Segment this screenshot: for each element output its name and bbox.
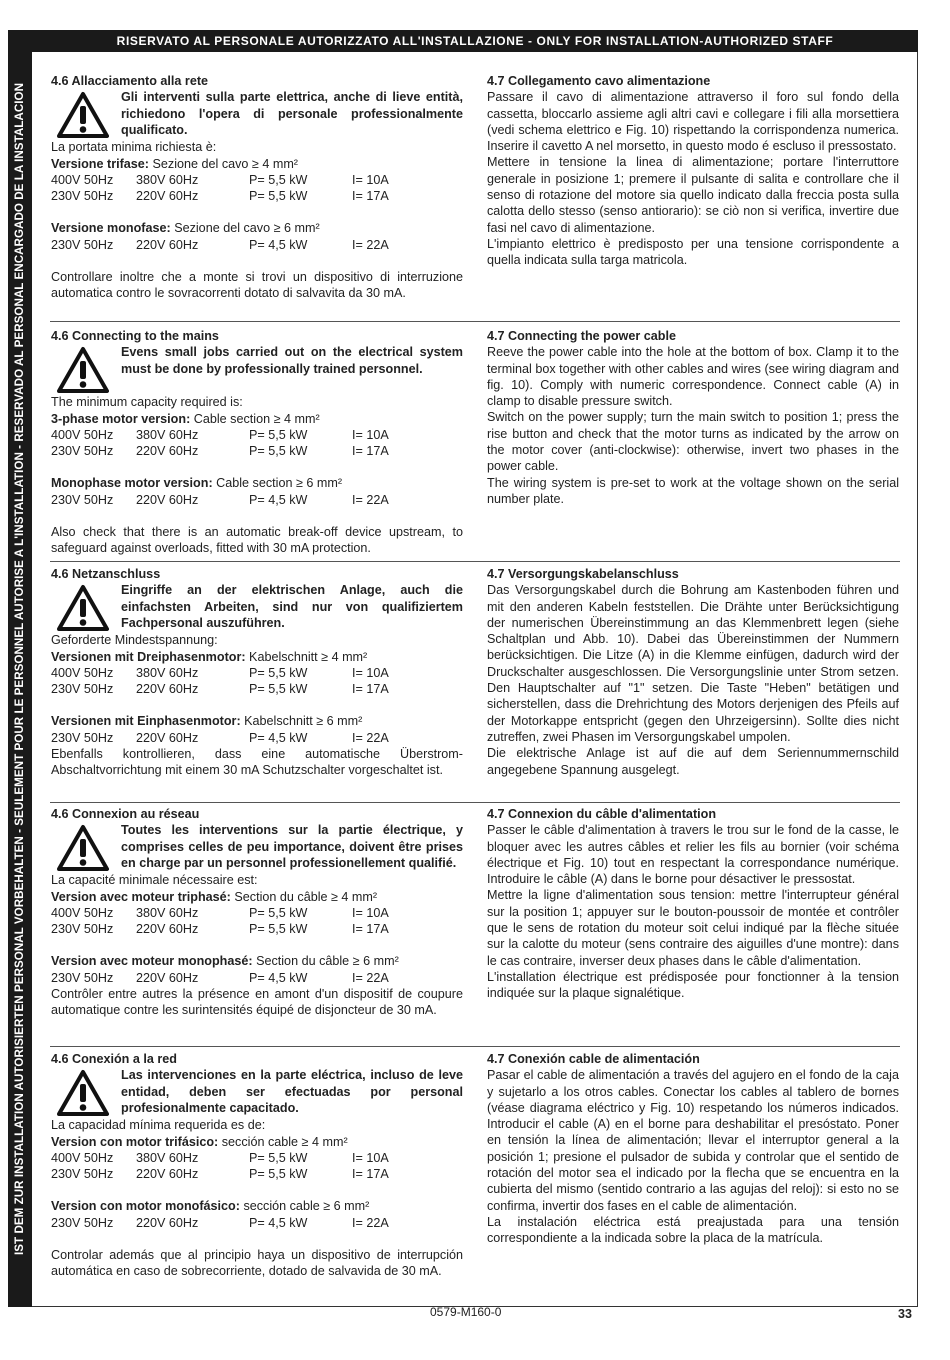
- three-phase-label: Version con motor trifásico:: [51, 1134, 219, 1149]
- spec-cell: 230V 50Hz: [51, 730, 114, 745]
- spec-cell: P= 5,5 kW: [249, 922, 308, 937]
- capacity-text: La capacité minimale nécessaire est:: [51, 873, 258, 888]
- section-it-left: [51, 73, 463, 302]
- paragraph: The wiring system is pre-set to work at the voltage shown on the serial number plate.: [487, 475, 899, 506]
- section-title: 4.7 Connecting the power cable: [487, 329, 676, 343]
- spec-cell: 400V 50Hz: [51, 1150, 114, 1165]
- spec-cell: 220V 60Hz: [136, 492, 199, 507]
- vertical-sidebar: [8, 30, 32, 1307]
- monophase-section: Section du câble ≥ 6 mm²: [256, 954, 399, 969]
- spec-cell: I= 10A: [352, 665, 389, 680]
- three-phase-line: [51, 889, 463, 905]
- three-phase-line: [51, 156, 463, 172]
- three-phase-section: Cable section ≥ 4 mm²: [193, 411, 320, 426]
- spec-row: [51, 1166, 463, 1182]
- paragraph: Reeve the power cable into the hole at the bottom of box. Clamp it to the terminal box together with other cables and wires (see wiring diagram and fig. 10). Comply with numeric correspondence. Connect cable (A) in clamp to disable pressure switch.: [487, 345, 899, 409]
- section-de-right: [487, 566, 899, 778]
- spec-row: [51, 905, 463, 921]
- spec-cell: I= 17A: [352, 444, 389, 459]
- capacity-text: La capacidad mínima requerida es de:: [51, 1118, 266, 1133]
- warning-box: [51, 344, 463, 394]
- three-phase-section: Section du câble ≥ 4 mm²: [234, 889, 378, 904]
- spec-cell: P= 5,5 kW: [249, 1150, 308, 1165]
- three-phase-label: Versione trifase:: [51, 156, 149, 171]
- spec-cell: I= 22A: [352, 492, 389, 507]
- warning-text: Toutes les interventions sur la partie électrique, y comprises celles de peu importance, doivent être prises en charge par un personnel professionellement qualifié.: [121, 823, 463, 870]
- section-divider: [50, 802, 900, 803]
- section-en-right: [487, 328, 899, 507]
- spec-row: [51, 1150, 463, 1166]
- monophase-line: [51, 475, 463, 491]
- spec-row: [51, 681, 463, 697]
- spec-cell: I= 17A: [352, 922, 389, 937]
- section-title: 4.7 Collegamento cavo alimentazione: [487, 74, 711, 88]
- capacity-text: Geforderte Mindestspannung:: [51, 633, 218, 648]
- monophase-line: [51, 1198, 463, 1214]
- spec-cell: 220V 60Hz: [136, 922, 199, 937]
- paragraph: Das Versorgungskabel durch die Bohrung am Kastenboden führen und mit den anderen Kabeln feststellen. Die Drähte unter Berücksichtigung der numerischen Übereinstimmung an das Klemmenbrett legen (siehe Schaltplan und Abb. 10). Dabei das Übereinstimmen der Nummern berücksichtigen. Die Litze (A) in die Klemme einfügen, dadurch wird der Druckschalter ausgeschlossen. Die Versorgungslinie unter Strom setzen. Den Hauptschalter auf "1" setzen. Die Taste "Heben" betätigen und sicherstellen, dass die Drehrichtung des Motors derjenigen des Pfeils auf der Motorkappe entspricht (gegen den Uhrzeigersinn). Sollte dies nicht zutreffen, zwei Phasen im Versorgungskabel umpolen.: [487, 583, 899, 744]
- three-phase-label: 3-phase motor version:: [51, 411, 191, 426]
- spec-row: [51, 492, 463, 508]
- warning-triangle-icon: [57, 824, 109, 872]
- warning-text: Gli interventi sulla parte elettrica, anche di lieve entità, richiedono l'opera di personale professionalmente qualificato.: [121, 90, 463, 137]
- protection-note: Also check that there is an automatic break-off device upstream, to safeguard against overloads, fitted with 30 mA protection.: [51, 525, 463, 556]
- page-number: 33: [898, 1307, 912, 1321]
- spec-cell: 220V 60Hz: [136, 237, 199, 252]
- spec-cell: 380V 60Hz: [136, 905, 199, 920]
- spec-cell: P= 5,5 kW: [249, 682, 308, 697]
- spec-cell: 220V 60Hz: [136, 1215, 199, 1230]
- three-phase-line: [51, 649, 463, 665]
- spec-cell: 380V 60Hz: [136, 427, 199, 442]
- monophase-section: Kabelschnitt ≥ 6 mm²: [244, 714, 363, 729]
- spec-cell: 230V 50Hz: [51, 444, 114, 459]
- warning-triangle-icon: [57, 1069, 109, 1117]
- section-it-right: [487, 73, 899, 269]
- spec-cell: 400V 50Hz: [51, 905, 114, 920]
- spec-cell: I= 17A: [352, 1167, 389, 1182]
- spec-cell: 220V 60Hz: [136, 970, 199, 985]
- spec-cell: I= 22A: [352, 1215, 389, 1230]
- three-phase-section: Kabelschnitt ≥ 4 mm²: [249, 649, 368, 664]
- spec-cell: P= 5,5 kW: [249, 665, 308, 680]
- section-title: 4.6 Allacciamento alla rete: [51, 74, 209, 88]
- spec-cell: 230V 50Hz: [51, 1167, 114, 1182]
- monophase-section: Cable section ≥ 6 mm²: [216, 476, 343, 491]
- spec-cell: 230V 50Hz: [51, 492, 114, 507]
- section-title: 4.7 Versorgungskabelanschluss: [487, 567, 679, 581]
- section-divider: [50, 321, 900, 322]
- paragraph: Mettre la ligne d'alimentation sous tension: mettre l'interrupteur général sur la position 1; appuyer sur le bouton-poussoir de montée et contrôler que le sens de rotation du moteur soit celui indiqué par la flèche située sur la calotte du moteur (sens contraire des aiguilles d'une montre): dans le cas contraire, inverser deux phases dans le câble d'alimentation.: [487, 888, 899, 968]
- spec-cell: P= 5,5 kW: [249, 189, 308, 204]
- section-fr-right: [487, 806, 899, 1002]
- spec-row: [51, 172, 463, 188]
- spec-cell: P= 4,5 kW: [249, 492, 308, 507]
- section-title: 4.6 Connexion au réseau: [51, 807, 200, 821]
- spec-cell: P= 5,5 kW: [249, 427, 308, 442]
- capacity-text: The minimum capacity required is:: [51, 395, 243, 410]
- section-es-left: [51, 1051, 463, 1280]
- warning-text: Evens small jobs carried out on the electrical system must be done by professionally trained personnel.: [121, 345, 463, 376]
- sidebar-text: IST DEM ZUR INSTALLATION AUTORISIERTEN PERSONAL VORBEHALTEN - SEULEMENT POUR LE PERSONNEL AUTORISE A L'INSTALLATION - RESERVADO AL PERSONAL ENCARGADO DE LA INSTALACION: [13, 82, 26, 1255]
- section-title: 4.6 Netzanschluss: [51, 567, 161, 581]
- spec-cell: 220V 60Hz: [136, 682, 199, 697]
- warning-box: [51, 89, 463, 139]
- spec-row: [51, 188, 463, 204]
- spec-cell: I= 22A: [352, 237, 389, 252]
- three-phase-section: Sezione del cavo ≥ 4 mm²: [152, 156, 299, 171]
- monophase-label: Version avec moteur monophasé:: [51, 954, 253, 969]
- spec-cell: P= 5,5 kW: [249, 905, 308, 920]
- paragraph: L'impianto elettrico è predisposto per una tensione corrispondente a quella indicata sulla targa matricola.: [487, 236, 899, 268]
- monophase-label: Monophase motor version:: [51, 476, 213, 491]
- warning-triangle-icon: [57, 346, 109, 394]
- paragraph: Passer le câble d'alimentation à travers le trou sur le fond de la casse, le bloquer avec les autres câbles et relier les fils au bornier (voir schéma électrique et Fig. 10) tout en respectant la correspondance numérique. Introduire le câble (A) dans le borne pour désactiver le pressostat.: [487, 823, 899, 887]
- spec-cell: P= 5,5 kW: [249, 172, 308, 187]
- section-fr-left: [51, 806, 463, 1019]
- spec-cell: 230V 50Hz: [51, 922, 114, 937]
- section-es-right: [487, 1051, 899, 1247]
- protection-note: Controlar además que al principio haya un dispositivo de interrupción automática en caso de sobrecorriente, dotado de salvavida de 30 mA.: [51, 1248, 463, 1279]
- section-title: 4.6 Conexión a la red: [51, 1052, 177, 1066]
- spec-cell: 230V 50Hz: [51, 189, 114, 204]
- spec-cell: I= 22A: [352, 730, 389, 745]
- spec-cell: 380V 60Hz: [136, 665, 199, 680]
- paragraph: Pasar el cable de alimentación a través del agujero en el fondo de la caja y sujetarlo a los otros cables. Conectar los cables al tablero de bornes (véase diagrama eléctrico y Fig. 10) respetando los números indicados. Introducir el cable (A) en el borne para deshabilitar el presóstato. Poner en tensión la línea de alimentación; llevar el interruptor general a la posición 1; presione el pulsador de subida y controlar que el sentido de rotación del motor sea el indicado por la flecha que se encuentra en la cubierta del mismo (sentido contrario a las agujas del reloj): si esto no se confirma, invertir dos fases en el cable de alimentación.: [487, 1068, 899, 1213]
- paragraph: Passare il cavo di alimentazione attraverso il foro sul fondo della cassetta, bloccarlo assieme agli altri cavi e collegare i fili alla morsettiera (vedi schema elettrico e Fig. 10) rispettando la corrispondenza numerica. Inserire il cavetto A nel morsetto, in questo modo é escluso il pressostato.: [487, 90, 899, 154]
- spec-row: [51, 665, 463, 681]
- spec-cell: I= 10A: [352, 427, 389, 442]
- spec-cell: I= 22A: [352, 970, 389, 985]
- monophase-line: [51, 953, 463, 969]
- protection-note: Controllare inoltre che a monte si trovi un dispositivo di interruzione automatica contro le sovracorrenti dotato di salvavita da 30 mA.: [51, 270, 463, 301]
- spec-cell: I= 10A: [352, 172, 389, 187]
- spec-cell: 400V 50Hz: [51, 665, 114, 680]
- section-de-left: [51, 566, 463, 779]
- spec-cell: 230V 50Hz: [51, 1215, 114, 1230]
- section-divider: [50, 561, 900, 562]
- warning-triangle-icon: [57, 584, 109, 632]
- paragraph: L'installation électrique est prédisposée pour fonctionner à la tension indiquée sur la plaque signalétique.: [487, 969, 899, 1001]
- spec-row: [51, 427, 463, 443]
- warning-box: [51, 1067, 463, 1117]
- spec-cell: 380V 60Hz: [136, 172, 199, 187]
- spec-cell: 400V 50Hz: [51, 427, 114, 442]
- paragraph: La instalación eléctrica está preajustada para una tensión correspondiente a la indicada sobre la placa de la matrícula.: [487, 1214, 899, 1246]
- three-phase-label: Version avec moteur triphasé:: [51, 889, 231, 904]
- spec-cell: 220V 60Hz: [136, 1167, 199, 1182]
- spec-cell: I= 17A: [352, 682, 389, 697]
- monophase-section: sección cable ≥ 6 mm²: [243, 1199, 370, 1214]
- warning-text: Las intervenciones en la parte eléctrica, incluso de leve entidad, deben ser efectuadas por personal profesionalmente capacitado.: [121, 1068, 463, 1115]
- monophase-line: [51, 713, 463, 729]
- monophase-label: Versionen mit Einphasenmotor:: [51, 714, 241, 729]
- section-title: 4.7 Conexión cable de alimentación: [487, 1052, 700, 1066]
- spec-cell: I= 17A: [352, 189, 389, 204]
- spec-cell: I= 10A: [352, 905, 389, 920]
- protection-note: Ebenfalls kontrollieren, dass eine automatische Überstrom-Abschaltvorrichtung mit einem 30 mA Schutzschalter vorgeschaltet ist.: [51, 747, 463, 778]
- spec-cell: 220V 60Hz: [136, 444, 199, 459]
- monophase-line: [51, 220, 463, 236]
- spec-row: [51, 730, 463, 746]
- spec-cell: P= 4,5 kW: [249, 730, 308, 745]
- paragraph: Mettere in tensione la linea di alimentazione; portare l'interruttore generale in posizione 1; premere il pulsante di salita e controllare che il senso di rotazione del motore sia quello indicato dalla freccia posta sulla calotta dello stesso (senso antiorario): se ciò non si verifica, invertire due fasi nel cavo di alimentazione.: [487, 155, 899, 235]
- three-phase-label: Versionen mit Dreiphasenmotor:: [51, 649, 246, 664]
- spec-row: [51, 443, 463, 459]
- spec-cell: 380V 60Hz: [136, 1150, 199, 1165]
- spec-cell: P= 5,5 kW: [249, 1167, 308, 1182]
- spec-row: [51, 921, 463, 937]
- paragraph: Die elektrische Anlage ist auf die auf dem Seriennummernschild angegebene Spannung ausgelegt.: [487, 746, 899, 777]
- spec-cell: P= 5,5 kW: [249, 444, 308, 459]
- header-banner: RISERVATO AL PERSONALE AUTORIZZATO ALL'INSTALLAZIONE - ONLY FOR INSTALLATION-AUTHORIZED STAFF: [32, 30, 918, 52]
- spec-cell: P= 4,5 kW: [249, 1215, 308, 1230]
- monophase-section: Sezione del cavo ≥ 6 mm²: [174, 221, 320, 236]
- section-en-left: [51, 328, 463, 557]
- section-divider: [50, 1046, 900, 1047]
- monophase-label: Versione monofase:: [51, 221, 171, 236]
- spec-cell: 230V 50Hz: [51, 237, 114, 252]
- spec-cell: 230V 50Hz: [51, 970, 114, 985]
- warning-box: [51, 582, 463, 632]
- spec-row: [51, 237, 463, 253]
- protection-note: Contrôler entre autres la présence en amont d'un dispositif de coupure automatique contre les surintensités équipé de disjoncteur de 30 mA.: [51, 987, 463, 1018]
- spec-row: [51, 970, 463, 986]
- section-title: 4.6 Connecting to the mains: [51, 329, 219, 343]
- three-phase-line: [51, 411, 463, 427]
- spec-cell: I= 10A: [352, 1150, 389, 1165]
- spec-cell: 230V 50Hz: [51, 682, 114, 697]
- spec-cell: 220V 60Hz: [136, 730, 199, 745]
- warning-box: [51, 822, 463, 872]
- section-title: 4.7 Connexion du câble d'alimentation: [487, 807, 717, 821]
- document-code: 0579-M160-0: [430, 1305, 502, 1319]
- spec-cell: 400V 50Hz: [51, 172, 114, 187]
- monophase-label: Version con motor monofásico:: [51, 1199, 240, 1214]
- warning-text: Eingriffe an der elektrischen Anlage, auch die einfachsten Arbeiten, sind nur von qualifiziertem Fachpersonal auszuführen.: [121, 583, 463, 630]
- warning-triangle-icon: [57, 91, 109, 139]
- paragraph: Switch on the power supply; turn the main switch to position 1; press the rise button and check that the motor turns as indicated by the arrow on the motor cover (anti-clockwise): otherwise, invert two phases in the power cable.: [487, 410, 899, 474]
- three-phase-line: [51, 1134, 463, 1150]
- three-phase-section: sección cable ≥ 4 mm²: [221, 1134, 348, 1149]
- spec-cell: 220V 60Hz: [136, 189, 199, 204]
- capacity-text: La portata minima richiesta è:: [51, 140, 217, 155]
- spec-row: [51, 1215, 463, 1231]
- spec-cell: P= 4,5 kW: [249, 970, 308, 985]
- spec-cell: P= 4,5 kW: [249, 237, 308, 252]
